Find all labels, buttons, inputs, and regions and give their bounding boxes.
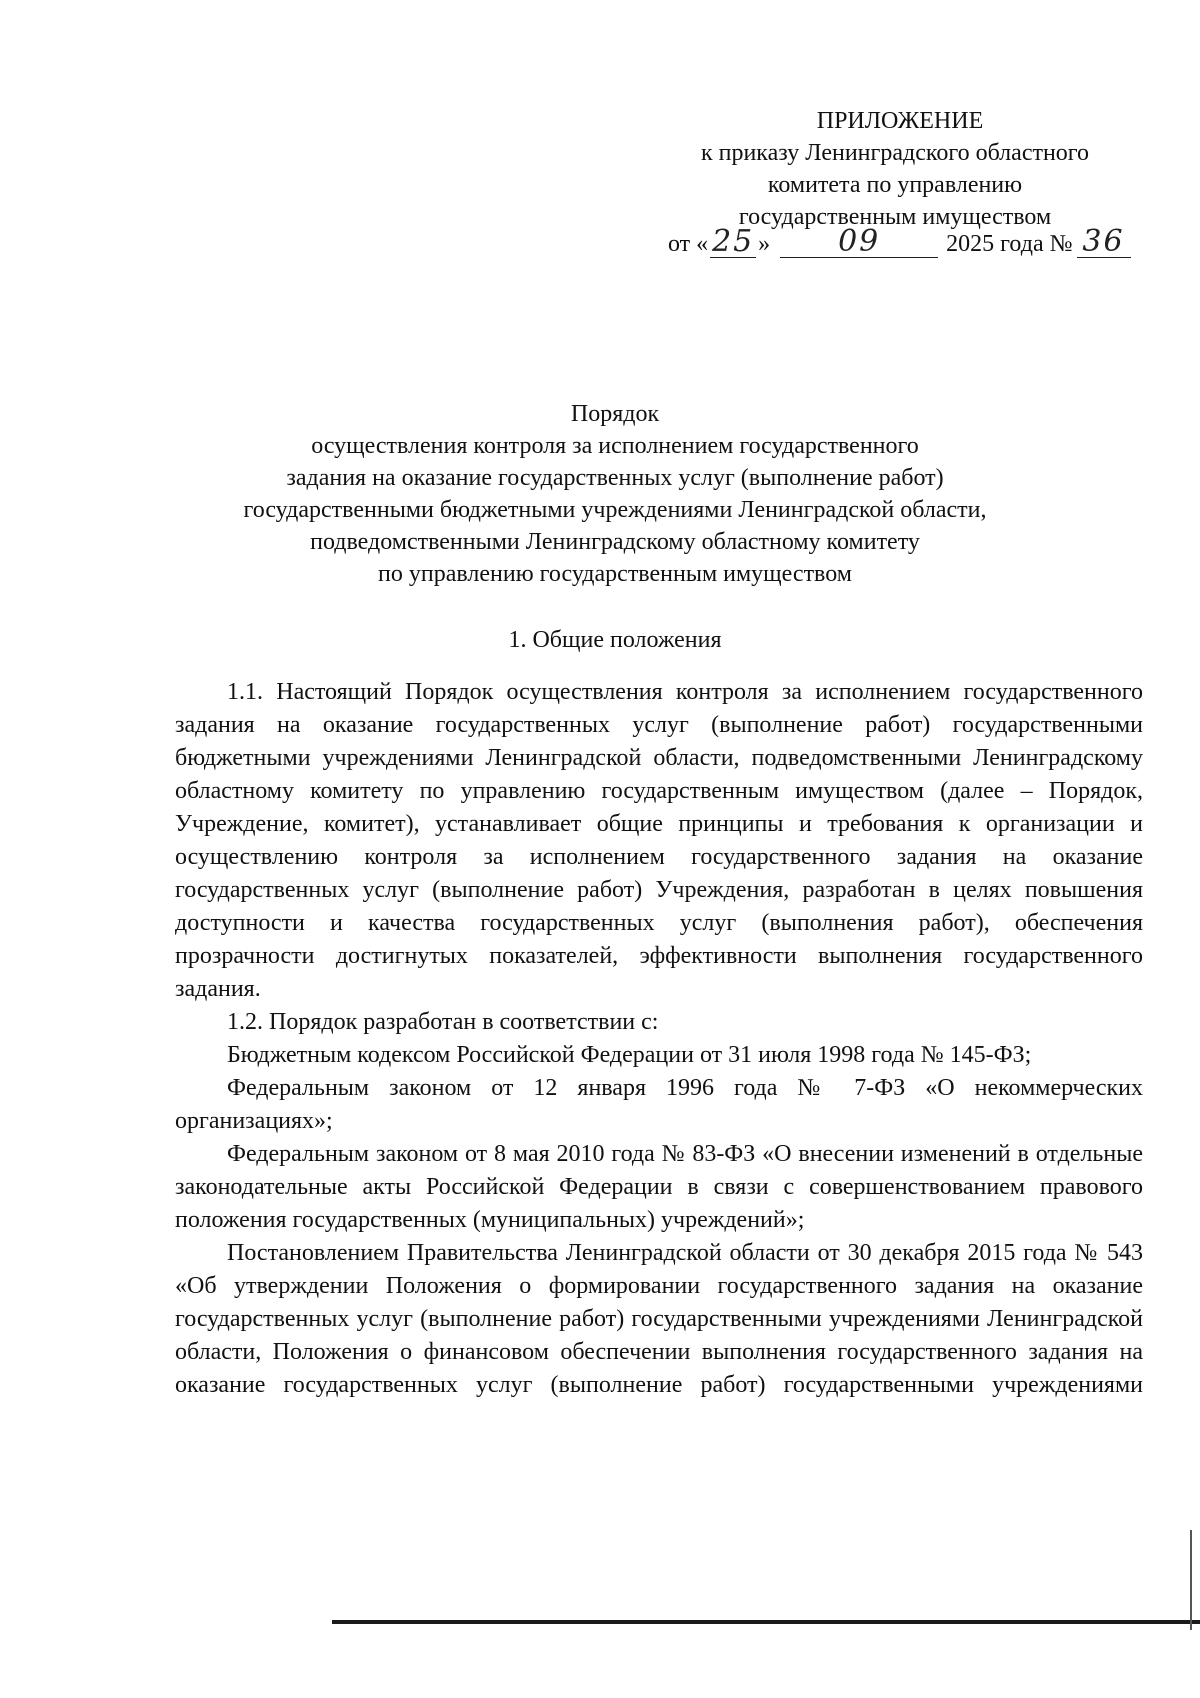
paragraph: Бюджетным кодексом Российской Федерации от 31 июля 1998 года № 145-ФЗ;: [227, 1042, 1032, 1068]
paragraph: 1.1. Настоящий Порядок осуществления контроля за исполнением государственного задания на оказание государственных услуг (выполнение работ) государственными бюджетными учреждениями Ленинградской области, подведомственными Ленинградскому областному комитету по управлению государственным имуществом (далее – Порядок, Учреждение, комитет), устанавливает общие принципы и требования к организации и осуществлению контроля за исполнением государственного задания на оказание государственных услуг (выполнение работ) Учреждения, разработан в целях повышения доступности и качества государственных услуг (выполнения работ), обеспечения прозрачности достигнутых показателей, эффективности выполнения государственного задания.: [175, 679, 1143, 1002]
order-date-line: [668, 224, 1131, 260]
document-body: [175, 676, 1143, 1402]
title-line: подведомственными Ленинградскому областному комитету: [310, 529, 920, 555]
title-line: по управлению государственным имуществом: [378, 561, 852, 587]
paragraph: Федеральным законом от 12 января 1996 года № 7-ФЗ «О некоммерческих организациях»;: [175, 1075, 1143, 1134]
paragraph: Постановлением Правительства Ленинградской области от 30 декабря 2015 года № 543 «Об утверждении Положения о формировании государственного задания на оказание государственных услуг (выполнение работ) государственными учреждениями Ленинградской области, Положения о финансовом обеспечении выполнения государственного задания на оказание государственных услуг (выполнение работ) государственными учреждениями: [175, 1240, 1143, 1398]
title-line: задания на оказание государственных услуг (выполнение работ): [286, 465, 944, 491]
title-line: Порядок: [570, 401, 660, 427]
appendix-line: государственным имуществом: [738, 204, 1052, 230]
appendix-line: к приказу Ленинградского областного: [700, 140, 1090, 166]
appendix-heading: ПРИЛОЖЕНИЕ: [816, 108, 984, 134]
date-mid: »: [758, 231, 771, 257]
date-prefix: от «: [668, 231, 709, 257]
scan-artifact-bar: [332, 1620, 1200, 1624]
date-year: 2025 года №: [946, 231, 1073, 257]
title-line: государственными бюджетными учреждениями Ленинградской области,: [243, 497, 987, 523]
handwritten-month: 09: [838, 224, 881, 259]
appendix-line: комитета по управлению: [767, 172, 1023, 198]
scan-artifact-edge: [1190, 1530, 1192, 1630]
handwritten-order-number: 36: [1082, 224, 1125, 259]
document-title: [180, 398, 1050, 590]
title-line: осуществления контроля за исполнением государственного: [311, 433, 919, 459]
paragraph: Федеральным законом от 8 мая 2010 года № 83-ФЗ «О внесении изменений в отдельные законодательные акты Российской Федерации в связи с совершенствованием правового положения государственных (муниципальных) учреждений»;: [175, 1141, 1143, 1233]
paragraph: 1.2. Порядок разработан в соответствии с:: [227, 1009, 659, 1035]
handwritten-day: 25: [712, 224, 755, 259]
appendix-block: [640, 105, 1150, 233]
section-heading: 1. Общие положения: [508, 627, 722, 653]
